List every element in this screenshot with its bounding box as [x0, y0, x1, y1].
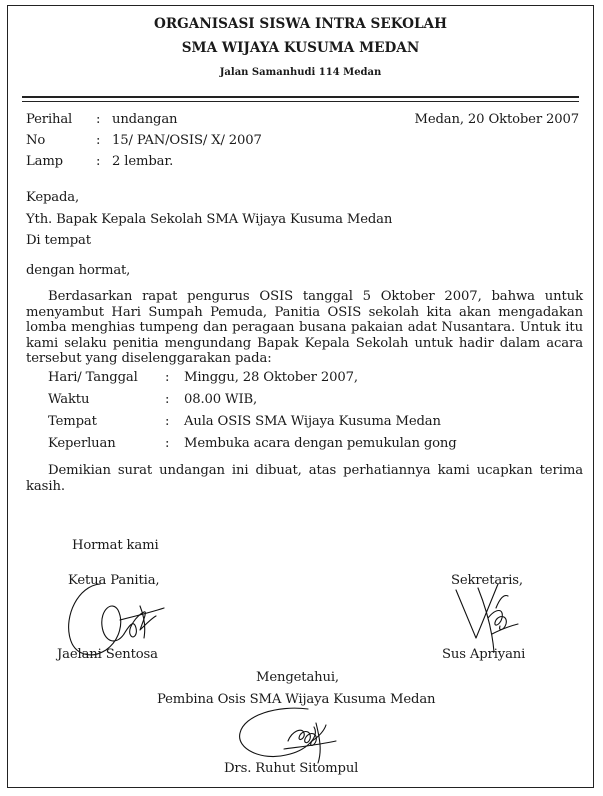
greeting: dengan hormat,	[26, 263, 131, 278]
acknowledged: Mengetahui,	[256, 670, 339, 685]
secretary-title: Sekretaris,	[451, 573, 523, 588]
no-separator: :	[96, 133, 101, 148]
letter-page	[7, 5, 594, 788]
detail-label-place: Tempat	[48, 414, 97, 429]
detail-separator: :	[165, 414, 170, 429]
letter-date: Medan, 20 Oktober 2007	[414, 112, 579, 127]
recipient-place: Di tempat	[26, 233, 91, 248]
detail-label-date: Hari/ Tanggal	[48, 370, 138, 385]
body-paragraph: Berdasarkan rapat pengurus OSIS tanggal 5 Oktober 2007, bahwa untuk menyambut Hari Sumpah Pemuda, Panitia OSIS sekolah kita akan mengadakan lomba menghias tumpeng dan peragaan busana pakaian adat Nusantara. Untuk itu kami selaku penitia mengundang Bapak Kepala Sekolah untuk hadir dalam acara tersebut yang diselenggarakan pada:	[26, 289, 583, 366]
no-value: 15/ PAN/OSIS/ X/ 2007	[112, 133, 262, 148]
lamp-separator: :	[96, 154, 101, 169]
secretary-signature	[448, 578, 538, 658]
detail-value-purpose: Membuka acara dengan pemukulan gong	[184, 436, 457, 451]
letterhead-rule-thin	[22, 101, 579, 102]
detail-value-date: Minggu, 28 Oktober 2007,	[184, 370, 358, 385]
recipient-name: Yth. Bapak Kepala Sekolah SMA Wijaya Kusuma Medan	[26, 212, 393, 227]
perihal-label: Perihal	[26, 112, 73, 127]
advisor-name: Drs. Ruhut Sitompul	[224, 761, 359, 776]
no-label: No	[26, 133, 46, 148]
recipient-kepada: Kepada,	[26, 190, 80, 205]
detail-separator: :	[165, 392, 170, 407]
letterhead-rule-thick	[22, 96, 579, 98]
closing-paragraph: Demikian surat undangan ini dibuat, atas perhatiannya kami ucapkan terima kasih.	[26, 463, 583, 494]
detail-value-time: 08.00 WIB,	[184, 392, 258, 407]
lamp-label: Lamp	[26, 154, 63, 169]
school-address: Jalan Samanhudi 114 Medan	[219, 67, 382, 78]
chair-name: Jaelani Sentosa	[57, 647, 158, 662]
perihal-separator: :	[96, 112, 101, 127]
detail-value-place: Aula OSIS SMA Wijaya Kusuma Medan	[184, 414, 441, 429]
chair-title: Ketua Panitia,	[68, 573, 160, 588]
perihal-value: undangan	[112, 112, 178, 127]
school-name: SMA WIJAYA KUSUMA MEDAN	[181, 40, 420, 56]
detail-label-purpose: Keperluan	[48, 436, 116, 451]
detail-label-time: Waktu	[48, 392, 90, 407]
lamp-value: 2 lembar.	[112, 154, 174, 169]
regards: Hormat kami	[72, 538, 159, 553]
detail-separator: :	[165, 370, 170, 385]
secretary-name: Sus Apriyani	[442, 647, 526, 662]
detail-separator: :	[165, 436, 170, 451]
advisor-title: Pembina Osis SMA Wijaya Kusuma Medan	[157, 692, 436, 707]
org-name: ORGANISASI SISWA INTRA SEKOLAH	[154, 16, 447, 32]
